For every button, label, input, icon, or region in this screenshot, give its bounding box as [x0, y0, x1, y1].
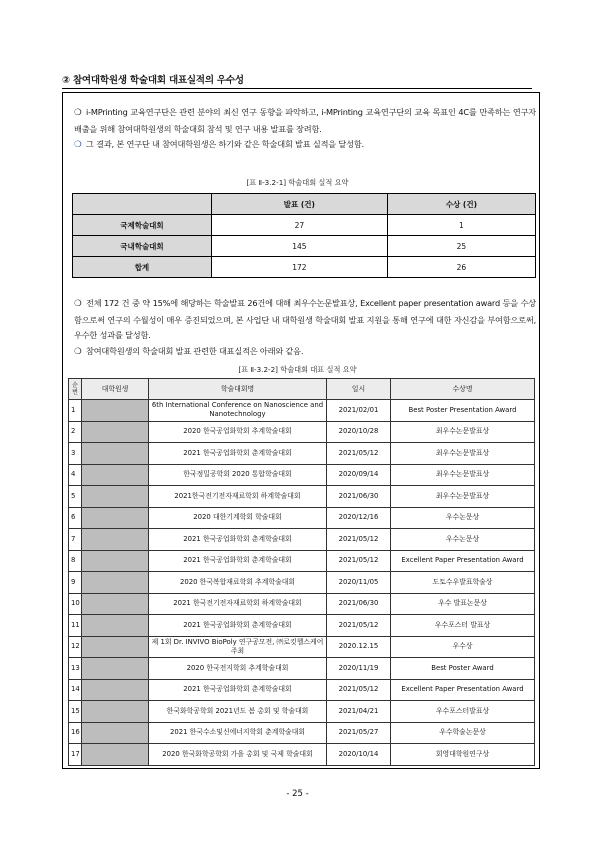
award-cell: 최우수논문발표상 [391, 443, 535, 465]
table-header: 대학원생 [82, 379, 149, 400]
student-cell [82, 679, 149, 701]
table-row [69, 744, 535, 766]
date-cell: 2021/05/12 [327, 550, 391, 572]
date-cell: 2020/12/16 [327, 507, 391, 529]
bullet-icon: ❍ [74, 140, 82, 150]
award-cell: 우수학술논문상 [391, 722, 535, 744]
no-cell: 10 [69, 593, 82, 615]
no-cell: 8 [69, 550, 82, 572]
conference-cell: 6th International Conference on Nanoscience and Nanotechnology [149, 400, 327, 422]
table-row [69, 550, 535, 572]
table-row [69, 443, 535, 465]
date-cell: 2020/09/14 [327, 464, 391, 486]
table-header-row [73, 194, 536, 215]
award-cell: 우수포스터 발표상 [391, 615, 535, 637]
conference-cell: 2021 한국공업화학회 춘계학술대회 [149, 529, 327, 551]
paragraph-text: 참여대학원생의 학술대회 발표 관련한 대표실적은 아래와 같음. [86, 345, 304, 356]
student-cell [82, 464, 149, 486]
conference-cell: 2021한국전기전자재료학회 하계학술대회 [149, 486, 327, 508]
table-row [69, 529, 535, 551]
award-cell: Best Poster Presentation Award [391, 400, 535, 422]
student-cell [82, 658, 149, 680]
no-cell: 14 [69, 679, 82, 701]
no-cell: 15 [69, 701, 82, 723]
presentations-cell: 27 [211, 215, 387, 236]
conference-cell: 2020 한국전지학회 추계학술대회 [149, 658, 327, 680]
student-cell [82, 593, 149, 615]
student-cell [82, 615, 149, 637]
award-cell: 최우수논문발표상 [391, 421, 535, 443]
bullet-icon: ❍ [74, 299, 82, 309]
presentations-cell: 145 [211, 236, 387, 257]
table-row [69, 722, 535, 744]
list-item [74, 344, 536, 361]
table-row [69, 421, 535, 443]
table-row [69, 679, 535, 701]
date-cell: 2020/11/05 [327, 572, 391, 594]
table-row [69, 507, 535, 529]
list-item [74, 105, 536, 137]
student-cell [82, 744, 149, 766]
summary-table [72, 193, 536, 278]
list-item [74, 137, 536, 154]
award-cell: 우수논문상 [391, 529, 535, 551]
page-number: - 25 - [286, 789, 309, 799]
no-cell: 1 [69, 400, 82, 422]
no-cell: 4 [69, 464, 82, 486]
conference-cell: 2021 한국전기전자재료학회 하계학술대회 [149, 593, 327, 615]
awards-cell: 26 [387, 257, 535, 278]
conference-cell: 한국화학공학회 2021년도 봄 총회 및 학술대회 [149, 701, 327, 723]
date-cell: 2021/06/30 [327, 486, 391, 508]
section-title: 참여대학원생 학술대회 대표실적의 우수성 [72, 75, 244, 86]
paragraph-text: i-MPrinting 교육연구단은 관련 분야의 최신 연구 동향을 파악하고, i-MPrinting 교육연구단의 교육 목표인 4C를 만족하는 연구자 배출을 위해 참여대학원생의 학술대회 참석 및 연구 내용 발표를 장려함. [74, 107, 536, 134]
award-cell: 우수상 [391, 636, 535, 658]
no-cell: 3 [69, 443, 82, 465]
date-cell: 2021/05/12 [327, 615, 391, 637]
bullet-icon: ❍ [74, 108, 82, 118]
table-row [69, 486, 535, 508]
paragraph-intro [74, 105, 536, 154]
conference-cell: 2021 한국공업화학회 춘계학술대회 [149, 550, 327, 572]
table-header: 발표 (건) [211, 194, 387, 215]
student-cell [82, 572, 149, 594]
table2-caption: [표 Ⅱ-3.2-2] 학술대회 대표 실적 요약 [238, 365, 357, 374]
student-cell [82, 529, 149, 551]
table-row [69, 464, 535, 486]
conference-cell: 2020 한국화학공학회 가을 총회 및 국제 학술대회 [149, 744, 327, 766]
table-row [69, 615, 535, 637]
conference-cell: 2020 한국공업화학회 추계학술대회 [149, 421, 327, 443]
award-cell: 우수 발표논문상 [391, 593, 535, 615]
student-cell [82, 507, 149, 529]
date-cell: 2021/04/21 [327, 701, 391, 723]
award-cell: 도토수우발표학술상 [391, 572, 535, 594]
conference-cell: 2021 한국공업화학회 춘계학술대회 [149, 679, 327, 701]
award-cell: 우수포스터발표상 [391, 701, 535, 723]
row-label: 합계 [73, 257, 212, 278]
student-cell [82, 443, 149, 465]
student-cell [82, 421, 149, 443]
student-cell [82, 701, 149, 723]
student-cell [82, 550, 149, 572]
section-number: ② [62, 75, 70, 86]
no-cell: 16 [69, 722, 82, 744]
student-cell [82, 636, 149, 658]
awards-cell: 1 [387, 215, 535, 236]
date-cell: 2020/10/28 [327, 421, 391, 443]
date-cell: 2021/05/27 [327, 722, 391, 744]
table-header: 수상 (건) [387, 194, 535, 215]
table-header: 일시 [327, 379, 391, 400]
no-cell: 11 [69, 615, 82, 637]
table-header-row [69, 379, 535, 400]
table-row [73, 215, 536, 236]
no-cell: 6 [69, 507, 82, 529]
bullet-icon: ❍ [74, 346, 82, 357]
no-cell: 12 [69, 636, 82, 658]
date-cell: 2021/06/30 [327, 593, 391, 615]
award-cell: 최우수논문발표상 [391, 486, 535, 508]
date-cell: 2021/05/12 [327, 443, 391, 465]
list-item [74, 296, 536, 344]
student-cell [82, 722, 149, 744]
no-cell: 2 [69, 421, 82, 443]
conference-cell: 제 1회 Dr. INVIVO BioPoly 연구공모전, ㈜로킷헬스케어 주최 [149, 636, 327, 658]
date-cell: 2021/05/12 [327, 679, 391, 701]
table-row [69, 701, 535, 723]
achievements-table [68, 378, 535, 766]
student-cell [82, 400, 149, 422]
conference-cell: 한국정밀공학회 2020 통합학술대회 [149, 464, 327, 486]
table-row [69, 658, 535, 680]
table-header: 수상명 [391, 379, 535, 400]
table-row [73, 257, 536, 278]
table-header: 순번 [69, 379, 82, 400]
table-header: 학술대회명 [149, 379, 327, 400]
section-heading [62, 72, 244, 86]
no-cell: 17 [69, 744, 82, 766]
table-row [69, 636, 535, 658]
table-row [73, 236, 536, 257]
no-cell: 9 [69, 572, 82, 594]
table-row [69, 400, 535, 422]
row-label: 국내학술대회 [73, 236, 212, 257]
paragraph-text: 그 결과, 본 연구단 내 참여대학원생은 하기와 같은 학술대회 발표 실적을 달성함. [86, 139, 364, 149]
no-cell: 7 [69, 529, 82, 551]
paragraph-text: 전체 172 건 중 약 15%에 해당하는 학술발표 26건에 대해 최우수논문발표상, Excellent paper presentation award 등을 수상함으로써 연구의 수월성이 매우 증진되었으며, 본 사업단 내 대학원생 학술대회 발표 지원을 통해 연구에 대한 자신감을 부여함으로써, 우수한 성과를 달성함. [74, 298, 536, 340]
conference-cell: 2021 한국공업화학회 춘계학술대회 [149, 615, 327, 637]
table1-caption: [표 Ⅱ-3.2-1] 학술대회 실적 요약 [246, 178, 349, 187]
date-cell: 2021/05/12 [327, 529, 391, 551]
conference-cell: 2020 대한기계학회 학술대회 [149, 507, 327, 529]
paragraph-results [74, 296, 536, 360]
date-cell: 2021/02/01 [327, 400, 391, 422]
awards-cell: 25 [387, 236, 535, 257]
award-cell: Best Poster Award [391, 658, 535, 680]
date-cell: 2020.12.15 [327, 636, 391, 658]
no-cell: 5 [69, 486, 82, 508]
heading-divider [62, 88, 532, 89]
table-row [69, 572, 535, 594]
award-cell: Excellent Paper Presentation Award [391, 679, 535, 701]
conference-cell: 2020 한국복합재료학회 추계학술대회 [149, 572, 327, 594]
row-label: 국제학술대회 [73, 215, 212, 236]
table-header [73, 194, 212, 215]
presentations-cell: 172 [211, 257, 387, 278]
award-cell: 최우수논문발표상 [391, 464, 535, 486]
student-cell [82, 486, 149, 508]
date-cell: 2020/11/19 [327, 658, 391, 680]
date-cell: 2020/10/14 [327, 744, 391, 766]
conference-cell: 2021 한국수소및신에너지학회 춘계학술대회 [149, 722, 327, 744]
conference-cell: 2021 한국공업화학회 춘계학술대회 [149, 443, 327, 465]
award-cell: 회영대학원연구상 [391, 744, 535, 766]
no-cell: 13 [69, 658, 82, 680]
table-row [69, 593, 535, 615]
award-cell: 우수논문상 [391, 507, 535, 529]
award-cell: Excellent Paper Presentation Award [391, 550, 535, 572]
